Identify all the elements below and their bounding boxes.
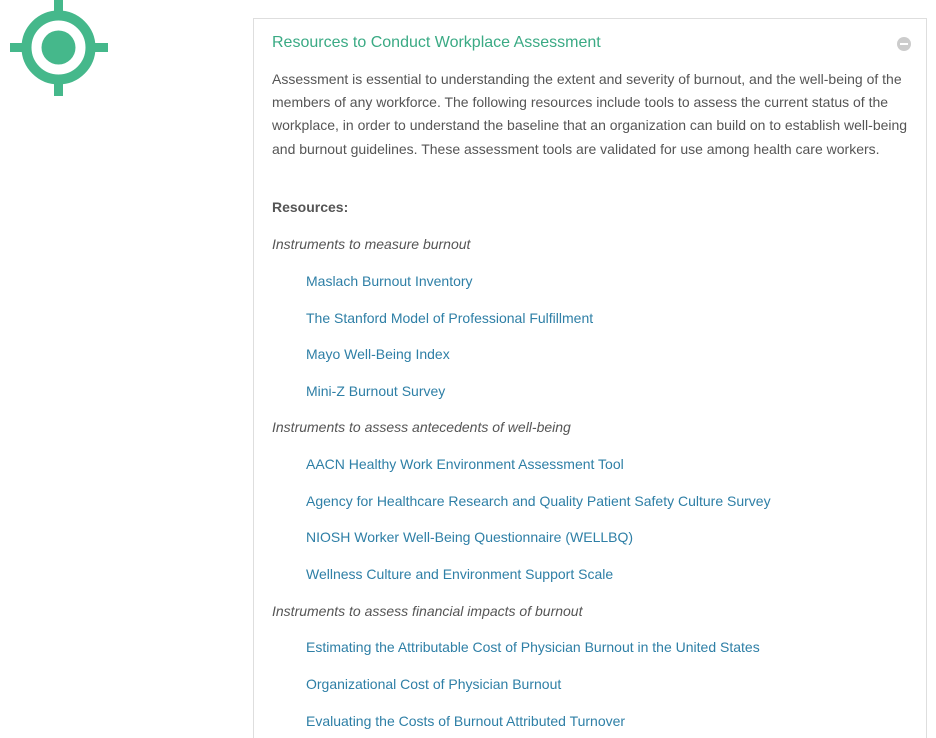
link-wellness-culture-scale[interactable]: Wellness Culture and Environment Support Scale [306, 566, 614, 582]
link-ahrq-patient-safety-survey[interactable]: Agency for Healthcare Research and Quality Patient Safety Culture Survey [306, 493, 771, 509]
link-attributable-cost-physician-burnout[interactable]: Estimating the Attributable Cost of Physician Burnout in the United States [306, 639, 760, 655]
link-organizational-cost[interactable]: Organizational Cost of Physician Burnout [306, 676, 562, 692]
collapse-minus-icon[interactable] [897, 37, 911, 51]
link-stanford-model[interactable]: The Stanford Model of Professional Fulfillment [306, 310, 594, 326]
link-niosh-wellbq[interactable]: NIOSH Worker Well-Being Questionnaire (WELLBQ) [306, 529, 634, 545]
assessment-resources-panel [253, 18, 927, 738]
link-maslach-burnout-inventory[interactable]: Maslach Burnout Inventory [306, 273, 473, 289]
link-costs-burnout-turnover[interactable]: Evaluating the Costs of Burnout Attributed Turnover [306, 713, 626, 729]
target-icon [10, 0, 108, 96]
group-title-financial-impacts: Instruments to assess financial impacts of burnout [272, 603, 583, 619]
link-aacn-hwe-tool[interactable]: AACN Healthy Work Environment Assessment Tool [306, 456, 624, 472]
link-mayo-well-being-index[interactable]: Mayo Well-Being Index [306, 346, 450, 362]
link-mini-z-burnout-survey[interactable]: Mini-Z Burnout Survey [306, 383, 446, 399]
resources-heading: Resources: [272, 199, 349, 215]
intro-paragraph: Assessment is essential to understanding the extent and severity of burnout, and the well-being of the members of any workforce. The following resources include tools to assess the current status of the workplace, in order to understand the baseline that an organization can build on to establish well-being and burnout guidelines. These assessment tools are validated for use among health care workers. [272, 71, 908, 157]
group-title-antecedents: Instruments to assess antecedents of well-being [272, 419, 571, 435]
panel-title[interactable]: Resources to Conduct Workplace Assessment [272, 34, 601, 51]
group-title-measure-burnout: Instruments to measure burnout [272, 236, 471, 252]
